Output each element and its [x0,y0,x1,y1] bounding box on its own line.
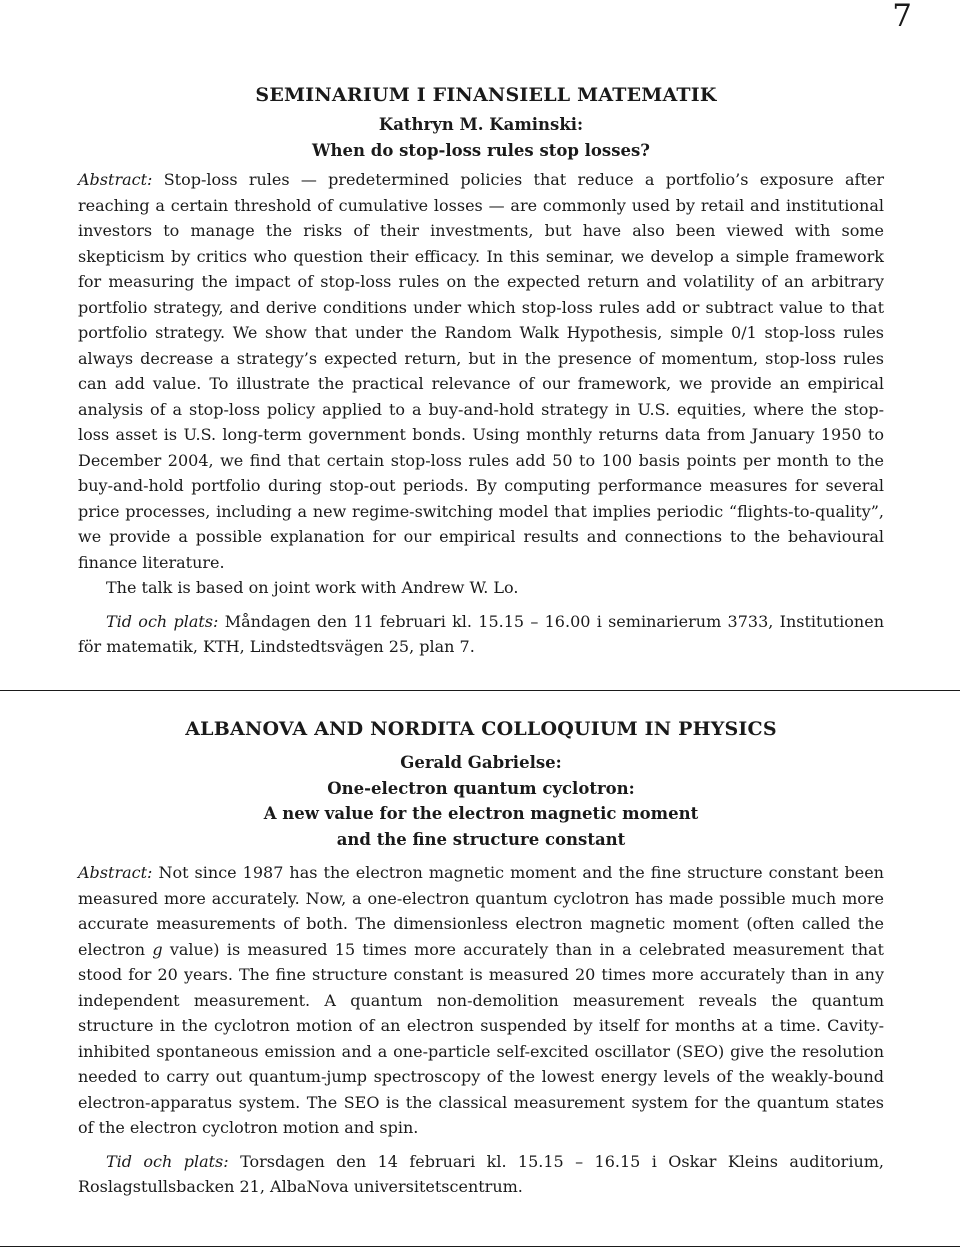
abstract-text-part-1: Not since 1987 has the electron magnetic moment and the fine structure constant been measured more accurately. Now, a one-electron quantum cyclotron has made possible much more accurate measurements of both. The dimensionless electron magnetic moment (often called the electron [78,863,884,959]
venue-label: Tid och plats: [106,1151,229,1171]
g-symbol: g [152,939,163,959]
speaker-name: Gerald Gabrielse: [400,753,562,772]
venue-label: Tid och plats: [106,611,219,631]
abstract-text: Stop-loss rules — predetermined policies that reduce a portfolio’s exposure after reaching a certain threshold of cumulative losses — are commonly used by retail and institutional investors to manage the risks of their investments, but have also been viewed with some skepticism by critics who question their efficacy. In this seminar, we develop a simple framework for measuring the impact of stop-loss rules on the expected return and volatility of an arbitrary portfolio strategy, and derive conditions under which stop-loss rules add or subtract value to that portfolio strategy. We show that under the Random Walk Hypothesis, simple 0/1 stop-loss rules always decrease a strategy’s expected return, but in the presence of momentum, stop-loss rules can add value. To illustrate the practical relevance of our framework, we provide an empirical analysis of a stop-loss policy applied to a buy-and-hold strategy in U.S. equities, where the stop-loss asset is U.S. long-term government bonds. Using monthly returns data from January 1950 to December 2004, we find that certain stop-loss rules add 50 to 100 basis points per month to the buy-and-hold portfolio during stop-out periods. By computing performance measures for several price processes, including a new regime-switching model that implies periodic “flights-to-quality”, we provide a possible explanation for our empirical results and connections to the behavioural finance literature. [78,170,884,572]
page-number: 7 [892,0,912,34]
seminar-finansiell-matematik [78,82,884,660]
abstract-label: Abstract: [78,170,153,189]
joint-work-note: The talk is based on joint work with Andrew W. Lo. [106,578,519,597]
venue-text: Torsdagen den 14 februari kl. 15.15 – 16.15 i Oskar Kleins auditorium, Roslagstullsbacken 21, AlbaNova universitetscentrum. [78,1151,885,1196]
seminar-heading: ALBANOVA AND NORDITA COLLOQUIUM IN PHYSICS [185,718,777,740]
venue-paragraph [78,1149,884,1200]
venue-text: Måndagen den 11 februari kl. 15.15 – 16.00 i seminarierum 3733, Institutionen för matematik, KTH, Lindstedtsvägen 25, plan 7. [78,611,885,656]
section-divider [0,690,960,691]
talk-title: When do stop-loss rules stop losses? [312,140,650,160]
speaker-name: Kathryn M. Kaminski: [378,115,584,134]
talk-title-line-2: A new value for the electron magnetic moment [263,804,699,823]
seminar-heading: SEMINARIUM I FINANSIELL MATEMATIK [255,84,717,106]
abstract-paragraph [78,860,884,1141]
abstract-label: Abstract: [78,863,153,882]
abstract-text-part-2: value) is measured 15 times more accurately than in a celebrated measurement that stood for 20 years. The fine structure constant is measured 20 times more accurately than in any independent measurement. A quantum non-demolition measurement reveals the quantum structure in the cyclotron motion of an electron suspended by itself for months at a time. Cavity-inhibited spontaneous emission and a one-particle self-excited oscillator (SEO) give the resolution needed to carry out quantum-jump spectroscopy of the lowest energy levels of the weakly-bound electron-apparatus system. The SEO is the classical measurement system for the quantum states of the electron cyclotron motion and spin. [78,939,884,1137]
talk-title-line-3: and the fine structure constant [336,829,626,849]
bottom-divider [0,1246,960,1247]
talk-title-line-1: One-electron quantum cyclotron: [327,778,635,798]
seminar-physics-colloquium [78,716,884,1200]
venue-paragraph [78,609,884,660]
abstract-paragraph [78,167,884,575]
